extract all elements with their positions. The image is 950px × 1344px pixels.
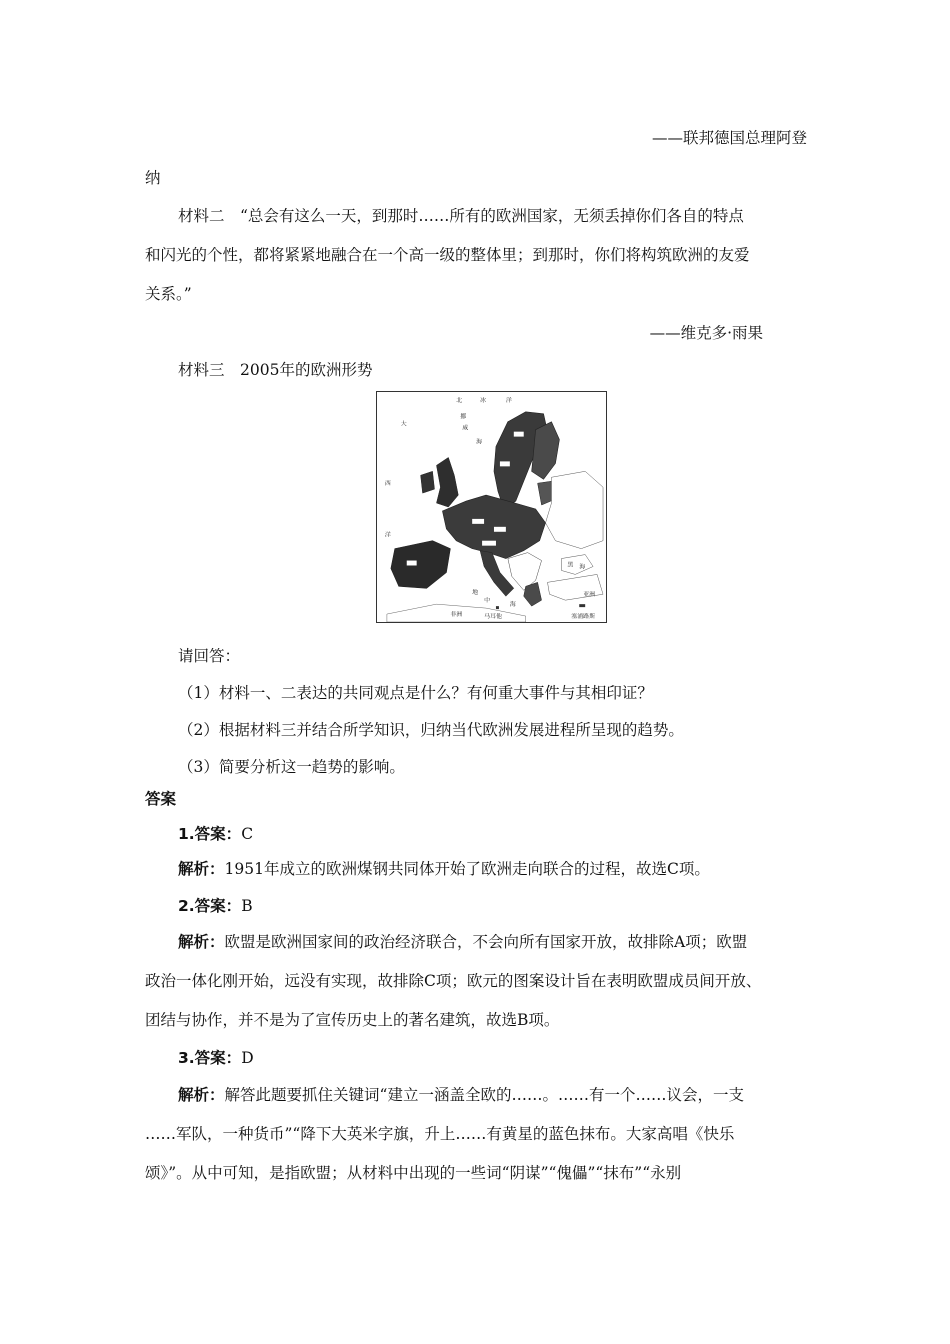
answer-3-explanation xyxy=(178,1085,744,1105)
map-label-cyprus: 塞浦路斯 xyxy=(571,613,596,621)
answer-2-explanation xyxy=(178,932,747,952)
question-3: （3）简要分析这一趋势的影响。 xyxy=(178,758,405,776)
question-prompt: 请回答： xyxy=(178,647,241,665)
material2-line2: 和闪光的个性，都将紧紧地融合在一个高一级的整体里；到那时，你们将构筑欧洲的友爱 xyxy=(145,246,750,264)
answer-3-value: D xyxy=(241,1049,254,1067)
answer-1-value: C xyxy=(241,825,254,843)
map-label-norway: 挪 xyxy=(460,412,467,420)
map-label-north: 北 xyxy=(456,396,463,404)
question-2: （2）根据材料三并结合所学知识，归纳当代欧洲发展进程所呈现的趋势。 xyxy=(178,721,684,739)
map-label-med3: 海 xyxy=(509,601,516,609)
answer-1 xyxy=(178,824,253,844)
map-label-ice: 冰 xyxy=(480,396,487,404)
answer-1-expl-text: 1951年成立的欧洲煤钢共同体开始了欧洲走向联合的过程，故选C项。 xyxy=(224,860,710,878)
europe-2005-map xyxy=(376,391,607,623)
map-label-med2: 中 xyxy=(484,597,491,605)
material2-line1: 材料二 “总会有这么一天，到那时……所有的欧洲国家，无须丢掉你们各自的特点 xyxy=(178,207,744,225)
answer-3-expl-line2: ……军队，一种货币”“降下大英米字旗，升上……有黄星的蓝色抹布。大家高唱《快乐 xyxy=(145,1125,735,1143)
material3-title: 材料三 2005年的欧洲形势 xyxy=(178,361,373,379)
map-label-black: 黑 xyxy=(567,561,574,569)
answer-3-expl-line1: 解答此题要抓住关键词“建立一涵盖全欧的……。……有一个……议会，一支 xyxy=(224,1086,744,1104)
map-label-sea: 海 xyxy=(476,438,483,446)
material2-line3: 关系。” xyxy=(145,285,192,303)
answer-2-label: 2.答案： xyxy=(178,897,242,915)
map-label-asia: 亚洲 xyxy=(583,591,596,599)
answer-3-label: 3.答案： xyxy=(178,1049,242,1067)
answer-3-expl-label: 解析： xyxy=(178,1086,225,1104)
answer-2-expl-line1: 欧盟是欧洲国家间的政治经济联合，不会向所有国家开放，故排除A项；欧盟 xyxy=(224,933,748,951)
map-label-africa: 非洲 xyxy=(450,611,463,619)
map-label-west: 西 xyxy=(384,480,391,488)
map-label-ocean: 洋 xyxy=(505,396,512,404)
answer-2-expl-line2: 政治一体化刚开始，远没有实现，故排除C项；欧元的图案设计旨在表明欧盟成员间开放、 xyxy=(145,972,762,990)
answer-2-expl-label: 解析： xyxy=(178,933,225,951)
map-label-malta: 马耳他 xyxy=(484,613,502,621)
answer-1-explanation xyxy=(178,859,710,879)
answer-3-expl-line3: 颂》”。从中可知，是指欧盟；从材料中出现的一些词“阴谋”“傀儡”“抹布”“永别 xyxy=(145,1164,682,1182)
answer-2 xyxy=(178,896,253,916)
map-label-ocean2: 洋 xyxy=(384,531,391,539)
attribution-hugo: ——维克多·雨果 xyxy=(649,324,763,342)
answer-3 xyxy=(178,1048,254,1068)
answer-2-value: B xyxy=(241,897,253,915)
question-1: （1）材料一、二表达的共同观点是什么？有何重大事件与其相印证？ xyxy=(178,684,653,702)
answer-2-expl-line3: 团结与协作，并不是为了宣传历史上的著名建筑，故选B项。 xyxy=(145,1011,560,1029)
map-label-sea2: 海 xyxy=(579,563,586,571)
map-graphic xyxy=(377,392,606,622)
answer-1-label: 1.答案： xyxy=(178,825,242,843)
map-label-med1: 地 xyxy=(472,589,479,597)
attribution-adenauer: ——联邦德国总理阿登 xyxy=(651,129,807,147)
answer-1-expl-label: 解析： xyxy=(178,860,225,878)
map-label-big: 大 xyxy=(400,420,407,428)
answers-heading: 答案 xyxy=(145,790,177,808)
attribution-adenauer-cont: 纳 xyxy=(145,169,161,187)
map-label-wei: 威 xyxy=(462,424,469,432)
